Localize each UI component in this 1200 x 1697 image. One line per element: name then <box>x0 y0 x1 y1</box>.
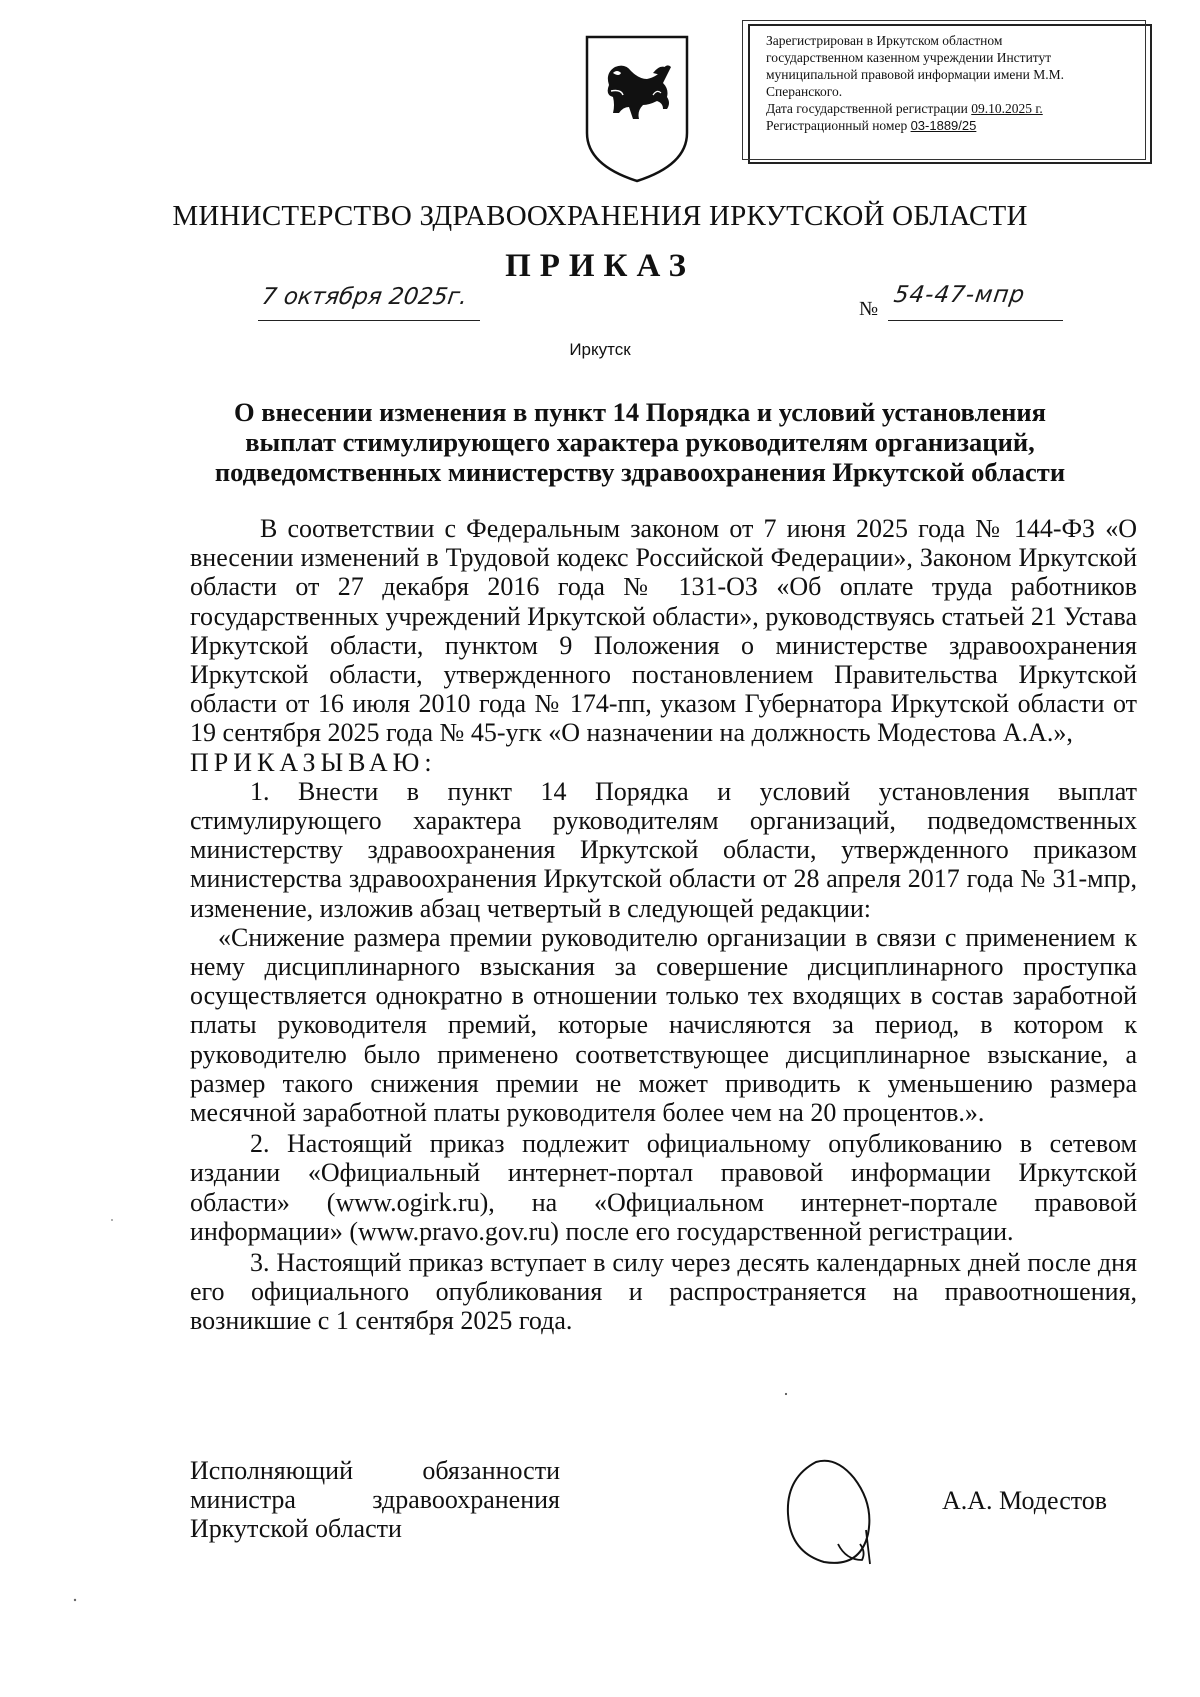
item-1-paragraph: 1. Внести в пункт 14 Порядка и условий установления выплат стимулирующего характера руководителям организаций, подведомственных министерству здравоохранения Иркутской области, утвержденного приказом министерства здравоохранения Иркутской области от 28 апреля 2017 года № 31-мпр, изменение, изложив абзац четвертый в следующей редакции: <box>190 776 1137 923</box>
signatory-position <box>190 1456 560 1543</box>
handwritten-number: 54-47-мпр <box>892 282 1027 308</box>
city-name: Иркутск <box>569 340 631 359</box>
preamble-paragraph: В соответствии с Федеральным законом от 7 июня 2025 года № 144-ФЗ «О внесении изменений в Трудовой кодекс Российской Федерации», Законом Иркутской области от 27 декабря 2016 года № 131-ОЗ «Об оплате труда работников государственных учреждений Иркутской области», руководствуясь статьей 21 Устава Иркутской области, пунктом 9 Положения о министерстве здравоохранения Иркутской области, утвержденного постановлением Правительства Иркутской области от 16 июля 2010 года № 174-пп, указом Губернатора Иркутской области от 19 сентября 2025 года № 45-угк «О назначении на должность Модестова А.А.», <box>190 514 1137 748</box>
registration-stamp <box>748 24 1152 164</box>
order-word: ПРИКАЗЫВАЮ: <box>190 747 437 777</box>
position-word-1: Исполняющий <box>190 1456 354 1485</box>
item-2-paragraph: 2. Настоящий приказ подлежит официальному опубликованию в сетевом издании «Официальный интернет-портал правовой информации Иркутской области» (www.ogirk.ru), на «Официальном интернет-портале правовой информации» (www.pravo.gov.ru) после его государственной регистрации. <box>190 1129 1137 1246</box>
stamp-date-label: Дата государственной регистрации <box>766 101 972 116</box>
stamp-number-row <box>766 117 1140 134</box>
handwritten-date: 7 октября 2025г. <box>260 284 469 310</box>
document-title <box>160 397 1120 487</box>
item-3-paragraph: 3. Настоящий приказ вступает в силу через десять календарных дней после дня его официального опубликования и распространяется на правоотношения, возникшие с 1 сентября 2025 года. <box>190 1248 1137 1336</box>
title-line-2: выплат стимулирующего характера руководителям организаций, <box>245 427 1035 457</box>
position-line-1 <box>190 1456 560 1485</box>
title-line-1: О внесении изменения в пункт 14 Порядка и условий установления <box>233 397 1047 427</box>
number-prefix: № <box>859 298 879 320</box>
stamp-line-4: Сперанского. <box>766 84 843 99</box>
position-word-2: обязанности <box>422 1456 560 1485</box>
document-body <box>190 514 1137 1336</box>
stamp-number-label: Регистрационный номер <box>766 118 911 133</box>
position-line-3: Иркутской области <box>190 1514 402 1543</box>
stamp-number-value: 03-1889/25 <box>910 118 977 133</box>
document-type: ПРИКАЗ <box>505 248 695 284</box>
quoted-amendment-paragraph: «Снижение размера премии руководителю организации в связи с применением к нему дисциплинарного взыскания за совершение дисциплинарного проступка осуществляется однократно в отношении только тех входящих в состав заработной платы руководителя премий, которые начисляются за период, в котором к руководителю было применено соответствующее дисциплинарное взыскание, а размер такого снижения премии не может приводить к уменьшению размера месячной заработной платы руководителя более чем на 20 процентов.». <box>190 922 1137 1128</box>
signatory-name: А.А. Модестов <box>942 1486 1108 1515</box>
position-line-2 <box>190 1485 560 1514</box>
position-word-4: здравоохранения <box>372 1485 560 1514</box>
stamp-date-value: 09.10.2025 г. <box>971 101 1043 116</box>
stamp-date-row <box>766 100 1140 117</box>
position-word-3: министра <box>190 1485 296 1514</box>
coat-of-arms-icon <box>583 33 691 185</box>
ministry-name: МИНИСТЕРСТВО ЗДРАВООХРАНЕНИЯ ИРКУТСКОЙ ОБЛАСТИ <box>172 200 1028 232</box>
stamp-line-1: Зарегистрирован в Иркутском областном <box>766 33 1003 48</box>
stamp-line-2: государственном казенном учреждении Институт <box>766 50 1052 65</box>
handwritten-signature-icon <box>776 1448 926 1578</box>
stamp-line-3: муниципальной правовой информации имени М.М. <box>766 67 1064 82</box>
title-line-3: подведомственных министерству здравоохранения Иркутской области <box>214 457 1066 487</box>
